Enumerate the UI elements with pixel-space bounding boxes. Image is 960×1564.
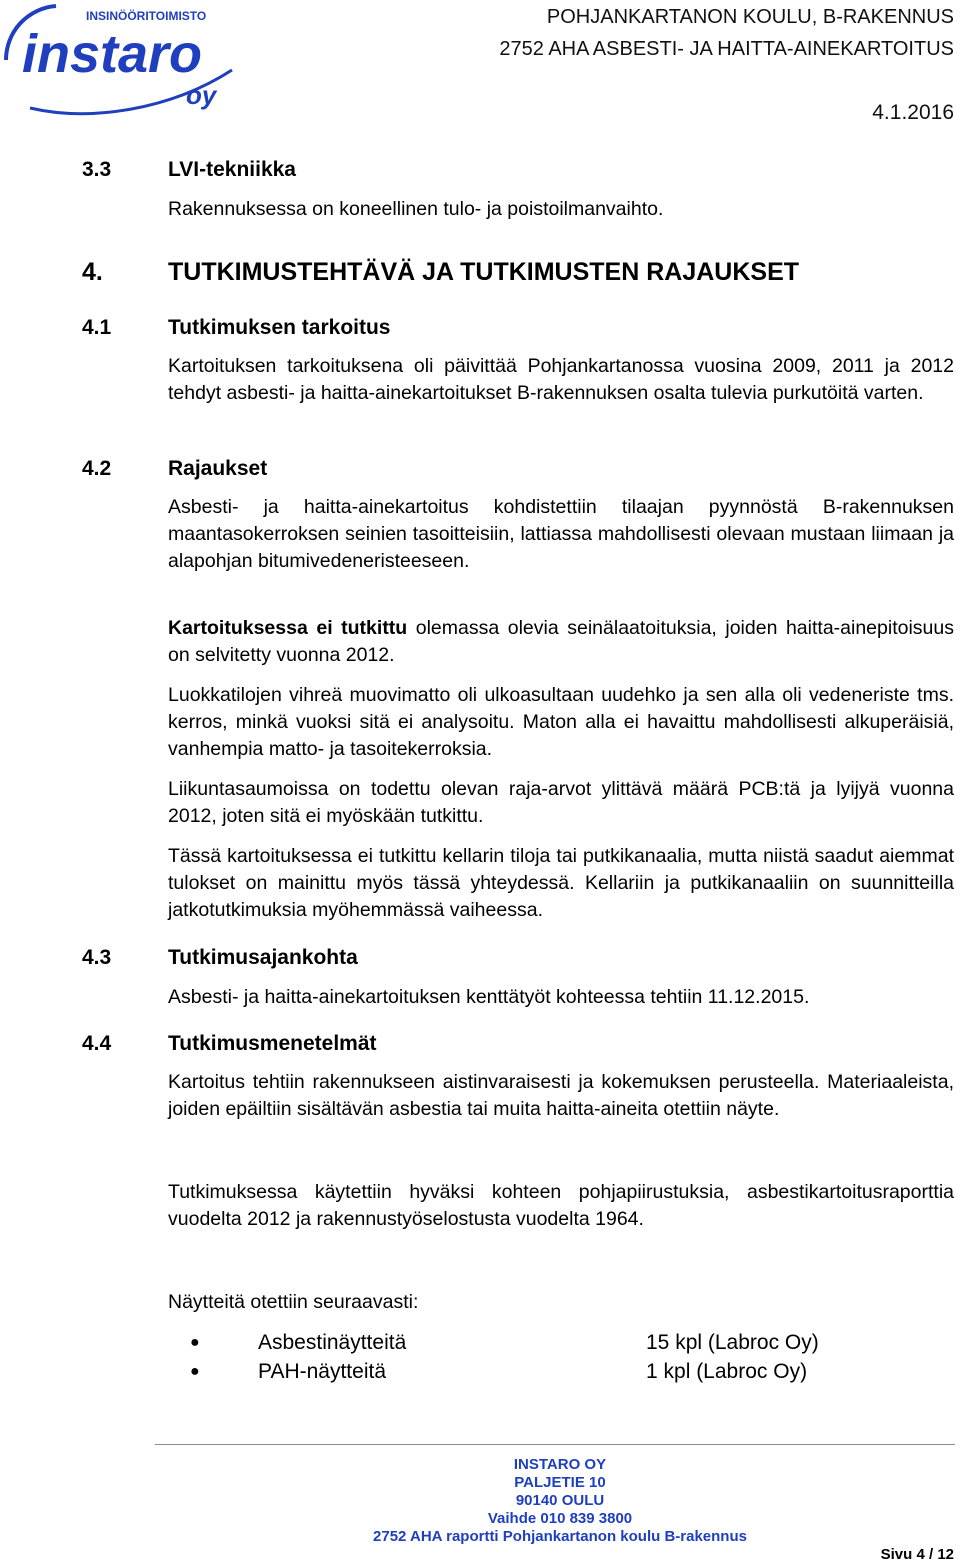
section-3-3-heading (82, 156, 296, 184)
logo-word: instaro (22, 24, 203, 84)
sample-count: 1 kpl (Labroc Oy) (646, 1360, 808, 1383)
section-4-3-text: Asbesti- ja haitta-ainekartoituksen kenttätyöt kohteessa tehtiin 11.12.2015. (168, 986, 810, 1008)
section-4-2-paragraph-2 (168, 615, 954, 669)
section-title: Tutkimuksen tarkoitus (168, 316, 391, 339)
section-4-1-text: Kartoituksen tarkoituksena oli päivittää Pohjankartanossa vuosina 2009, 2011 ja 2012 tehdyt asbesti- ja haitta-ainekartoitukset B-rakennuksen osalta tulevia purkutöitä varten. (168, 355, 954, 404)
section-3-3-text: Rakennuksessa on koneellinen tulo- ja poistoilmanvaihto. (168, 198, 664, 220)
header-project-title: POHJANKARTANON KOULU, B-RAKENNUS (546, 6, 954, 28)
section-number: 4.4 (82, 1032, 112, 1055)
footer-report-name: 2752 AHA raportti Pohjankartanon koulu B-rakennus (373, 1528, 747, 1545)
footer-address: PALJETIE 10 (514, 1474, 606, 1491)
section-title: Tutkimusajankohta (168, 946, 358, 969)
company-logo (0, 0, 240, 120)
section-number: 4.3 (82, 946, 112, 969)
logo-company-label: INSINÖÖRITOIMISTO (86, 9, 207, 23)
footer-company: INSTARO OY (513, 1456, 607, 1473)
section-4-2-paragraph-5: Tässä kartoituksessa ei tutkittu kellarin tiloja tai putkikanaalia, mutta niistä saadut aiemmat tulokset on mainittu myös tässä yhteydessä. Kellariin ja putkikanaaliin on suunnitteilla jatkotutkimuksia myöhemmässä vaiheessa. (168, 845, 954, 921)
section-4-4-paragraph-2: Tutkimuksessa käytettiin hyväksi kohteen pohjapiirustuksia, asbestikartoitusraporttia vuodelta 2012 ja rakennustyöselostusta vuodelta 1964. (168, 1181, 954, 1230)
section-title: Tutkimusmenetelmät (168, 1032, 377, 1055)
instaro-logo-icon (0, 0, 240, 120)
section-title: Rajaukset (168, 457, 268, 480)
section-number: 4. (82, 258, 103, 286)
paragraph-text: olemassa olevia seinälaatoituksia, joiden haitta-ainepitoisuus on selvitetty vuonna 2012. (168, 617, 954, 666)
footer-phone: Vaihde 010 839 3800 (487, 1510, 633, 1527)
sample-type: Asbestinäytteitä (258, 1331, 407, 1354)
section-4-1-heading (82, 314, 391, 342)
section-number: 4.2 (82, 457, 112, 480)
section-4-2-paragraph-4: Liikuntasaumoissa on todettu olevan raja-arvot ylittävä määrä PCB:tä ja lyijyä vuonna 2012, joten sitä ei myöskään tutkittu. (168, 778, 954, 827)
header-report-title: 2752 AHA ASBESTI- JA HAITTA-AINEKARTOITUS (499, 38, 954, 60)
section-title: LVI-tekniikka (168, 158, 296, 181)
bullet-icon: ● (190, 1363, 200, 1380)
footer-postcode: 90140 OULU (515, 1492, 605, 1509)
sample-count: 15 kpl (Labroc Oy) (646, 1331, 819, 1354)
logo-suffix: oy (186, 80, 217, 110)
list-item (190, 1329, 819, 1357)
section-4-4-heading (82, 1030, 377, 1058)
section-4-2-heading (82, 455, 267, 483)
bullet-icon: ● (190, 1334, 200, 1351)
section-4-2-paragraph-3: Luokkatilojen vihreä muovimatto oli ulkoasultaan uudehko ja sen alla oli vedeneriste tms. kerros, minkä vuoksi sitä ei analysoitu. Maton alla ei havaittu mahdollisesti alkuperäisiä, vanhempia matto- ja tasoitekerroksia. (168, 684, 954, 760)
section-4-heading (82, 258, 799, 286)
sample-type: PAH-näytteitä (258, 1360, 386, 1383)
header-date: 4.1.2016 (872, 101, 954, 124)
page-number: Sivu 4 / 12 (880, 1546, 954, 1563)
section-4-2-paragraph-1: Asbesti- ja haitta-ainekartoitus kohdistettiin tilaajan pyynnöstä B-rakennuksen maantasokerroksen seinien tasoitteisiin, lattiassa mahdollisesti olevaan mustaan liimaan ja alapohjan bitumivedeneristeeseen. (168, 496, 954, 572)
paragraph-emphasis: Kartoituksessa ei tutkittu (168, 617, 408, 639)
section-4-3-heading (82, 944, 358, 972)
section-4-4-paragraph-1: Kartoitus tehtiin rakennukseen aistinvaraisesti ja kokemuksen perusteella. Materiaaleista, joiden epäiltiin sisältävän asbestia tai muita haitta-aineita otettiin näyte. (168, 1071, 954, 1120)
section-title: TUTKIMUSTEHTÄVÄ JA TUTKIMUSTEN RAJAUKSET (168, 258, 800, 286)
footer-divider (155, 1444, 955, 1445)
list-item (190, 1358, 807, 1386)
section-number: 3.3 (82, 158, 112, 181)
section-number: 4.1 (82, 316, 112, 339)
section-4-4-paragraph-3: Näytteitä otettiin seuraavasti: (168, 1291, 419, 1313)
